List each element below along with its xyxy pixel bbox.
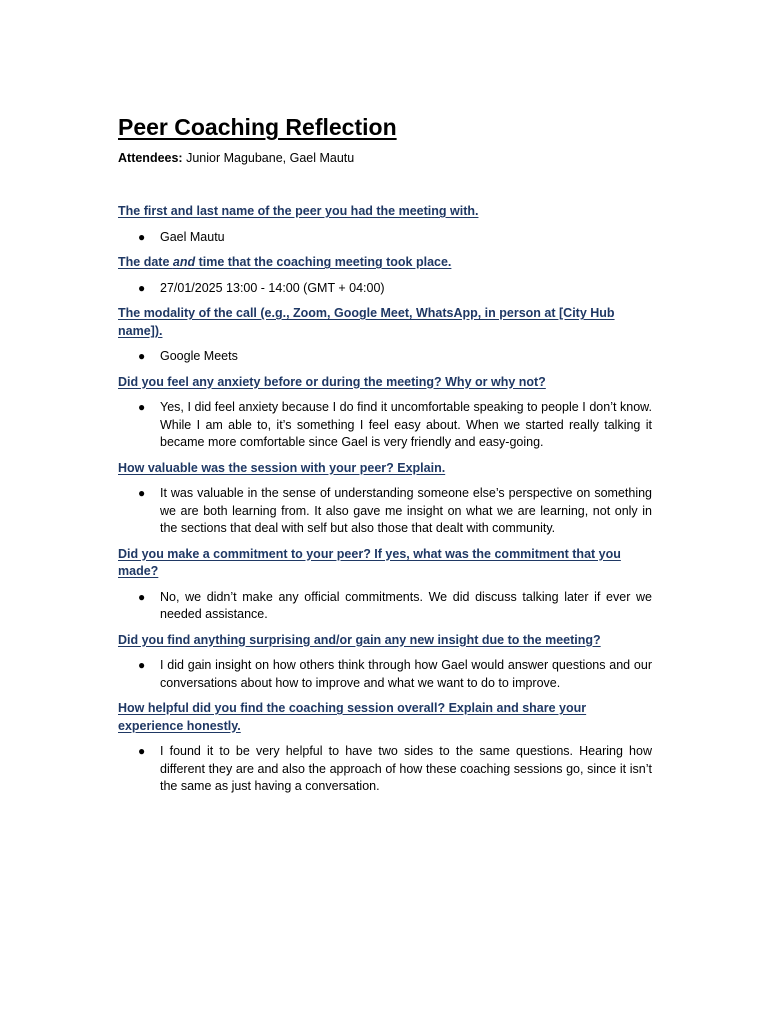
answer-item	[118, 348, 652, 366]
bullet-icon: ●	[138, 400, 146, 414]
question-heading: Did you feel any anxiety before or during the meeting? Why or why not?	[118, 374, 546, 389]
question-section	[118, 632, 652, 693]
answer-text: No, we didn’t make any official commitments. We did discuss talking later if ever we needed assistance.	[160, 589, 652, 621]
questions-list	[118, 203, 652, 796]
answer-text: Gael Mautu	[160, 229, 225, 244]
question-section	[118, 700, 652, 796]
answer-list	[118, 485, 652, 538]
question-section	[118, 203, 652, 246]
question-section	[118, 460, 652, 538]
question-heading: Did you make a commitment to your peer? If yes, what was the commitment that you made?	[118, 546, 621, 578]
question-section	[118, 305, 652, 366]
answer-item	[118, 589, 652, 624]
bullet-icon: ●	[138, 744, 146, 758]
answer-text: 27/01/2025 13:00 - 14:00 (GMT + 04:00)	[160, 280, 385, 295]
attendees-line	[118, 150, 652, 166]
attendees-label: Attendees:	[118, 151, 183, 165]
answer-item	[118, 399, 652, 452]
question-section	[118, 374, 652, 452]
question-heading: How valuable was the session with your peer? Explain.	[118, 460, 446, 475]
question-heading: How helpful did you find the coaching session overall? Explain and share your experience honestly.	[118, 701, 587, 733]
question-heading: The modality of the call (e.g., Zoom, Google Meet, WhatsApp, in person at [City Hub name]).	[118, 306, 615, 338]
bullet-icon: ●	[138, 229, 146, 244]
question-heading: The date and time that the coaching meeting took place.	[118, 255, 452, 269]
answer-text: Yes, I did feel anxiety because I do find it uncomfortable speaking to people I don’t know. While I am able to, it’s something I feel easy about. When we started really talking it became more comfortable since Gael is very friendly and easy-going.	[160, 400, 652, 449]
answer-list	[118, 280, 652, 298]
question-section	[118, 254, 652, 297]
answer-item	[118, 280, 652, 298]
bullet-icon: ●	[138, 349, 146, 363]
question-section	[118, 546, 652, 624]
answer-list	[118, 743, 652, 796]
answer-item	[118, 657, 652, 692]
answer-list	[118, 589, 652, 624]
answer-list	[118, 229, 652, 247]
answer-item	[118, 229, 652, 247]
answer-list	[118, 399, 652, 452]
answer-list	[118, 657, 652, 692]
question-heading: Did you find anything surprising and/or gain any new insight due to the meeting?	[118, 632, 601, 647]
question-heading: The first and last name of the peer you had the meeting with.	[118, 204, 479, 218]
answer-item	[118, 485, 652, 538]
document-title: Peer Coaching Reflection	[118, 114, 397, 140]
attendees-value: Junior Magubane, Gael Mautu	[182, 151, 355, 165]
document-page	[118, 112, 652, 804]
bullet-icon: ●	[138, 486, 146, 500]
answer-text: It was valuable in the sense of understanding someone else’s perspective on something we are both learning from. It also gave me insight on what we are learning, not only in the sections that deal with self but also those that dealt with community.	[160, 486, 652, 535]
answer-item	[118, 743, 652, 796]
bullet-icon: ●	[138, 658, 146, 672]
bullet-icon: ●	[138, 589, 146, 604]
answer-text: I found it to be very helpful to have two sides to the same questions. Hearing how different they are and also the approach of how these coaching sessions go, since it isn’t the same as just having a conversation.	[160, 744, 652, 793]
answer-text: I did gain insight on how others think through how Gael would answer questions and our conversations about how to improve and what we want to do to improve.	[160, 658, 652, 690]
answer-list	[118, 348, 652, 366]
answer-text: Google Meets	[160, 349, 238, 363]
bullet-icon: ●	[138, 280, 146, 295]
